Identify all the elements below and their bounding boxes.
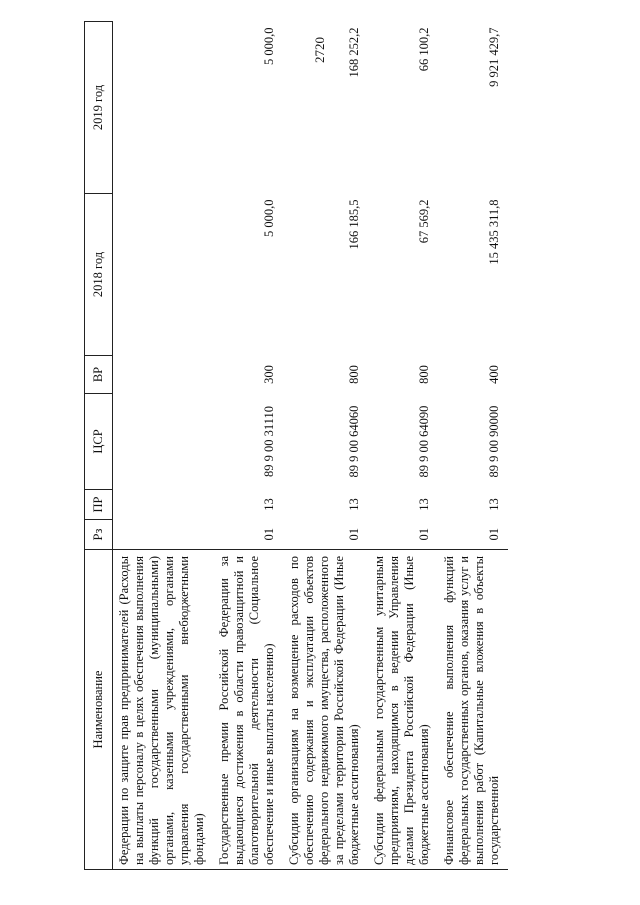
row-rz: 01 [487, 528, 501, 541]
row-pr [113, 490, 214, 520]
row-2019: 168 252,2 [347, 27, 361, 78]
row-csr: 89 9 00 64090 [417, 405, 431, 478]
header-2018: 2018 год [85, 194, 113, 356]
row-vr: 800 [417, 365, 431, 384]
row-2019: 5 000,0 [262, 27, 276, 65]
row-csr: 89 9 00 31110 [262, 406, 276, 477]
row-name: Государственные премии Российской Федерации за выдающиеся достижения в области правозащитной и благотворительной деятельности (Социальное обеспечение и иные выплаты населению) [213, 550, 283, 870]
row-vr: 300 [262, 365, 276, 384]
table-header-row [85, 22, 113, 870]
row-csr: 89 9 00 90000 [487, 405, 501, 478]
table-row [113, 22, 214, 870]
row-vr: 800 [347, 365, 361, 384]
row-name: Субсидии федеральным государственным унитарным предприятиям, находящимся в ведении Управления делами Президента Российской Федерации (Иные бюджетные ассигнования) [368, 550, 438, 870]
row-2019 [113, 22, 214, 194]
header-name: Наименование [85, 550, 113, 870]
table-row [368, 22, 438, 870]
row-pr: 13 [262, 498, 276, 511]
row-name: Финансовое обеспечение выполнения функций федеральных государственных органов, оказания услуг и выполнения работ (Капитальные вложения в объекты государственной [438, 550, 508, 870]
row-2018: 166 185,5 [347, 199, 361, 250]
row-rz: 01 [417, 528, 431, 541]
row-2019: 66 100,2 [417, 27, 431, 72]
header-csr: ЦСР [85, 394, 113, 490]
row-rz: 01 [262, 528, 276, 541]
row-csr [113, 394, 214, 490]
table-row [283, 22, 368, 870]
row-2018 [113, 194, 214, 356]
table-row [213, 22, 283, 870]
row-pr: 13 [417, 498, 431, 511]
budget-table [84, 21, 508, 870]
row-rz: 01 [347, 528, 361, 541]
row-2018: 67 569,2 [417, 199, 431, 244]
page-number: 2720 [312, 37, 327, 63]
row-name: Субсидии организациям на возмещение расходов по обеспечению содержания и эксплуатации объектов федерального недвижимого имущества, расположенного за пределами территории Российской Федерации (Иные бюджетные ассигнования) [283, 550, 368, 870]
row-2019: 9 921 429,7 [487, 27, 501, 87]
rotated-page-content [84, 22, 621, 870]
header-pr: ПР [85, 490, 113, 520]
row-csr: 89 9 00 64060 [347, 405, 361, 478]
row-2018: 5 000,0 [262, 199, 276, 237]
header-rz: Рз [85, 520, 113, 550]
row-vr: 400 [487, 365, 501, 384]
row-pr: 13 [487, 498, 501, 511]
row-vr [113, 356, 214, 394]
row-2018: 15 435 311,8 [487, 199, 501, 265]
table-row [438, 22, 508, 870]
row-pr: 13 [347, 498, 361, 511]
row-rz [113, 520, 214, 550]
row-name: Федерации по защите прав предпринимателей (Расходы на выплаты персоналу в целях обеспечения выполнения функций государственными (муниципальными) органами, казенными учреждениями, органами управления государственными внебюджетными фондами) [113, 550, 214, 870]
header-2019: 2019 год [85, 22, 113, 194]
header-vr: ВР [85, 356, 113, 394]
